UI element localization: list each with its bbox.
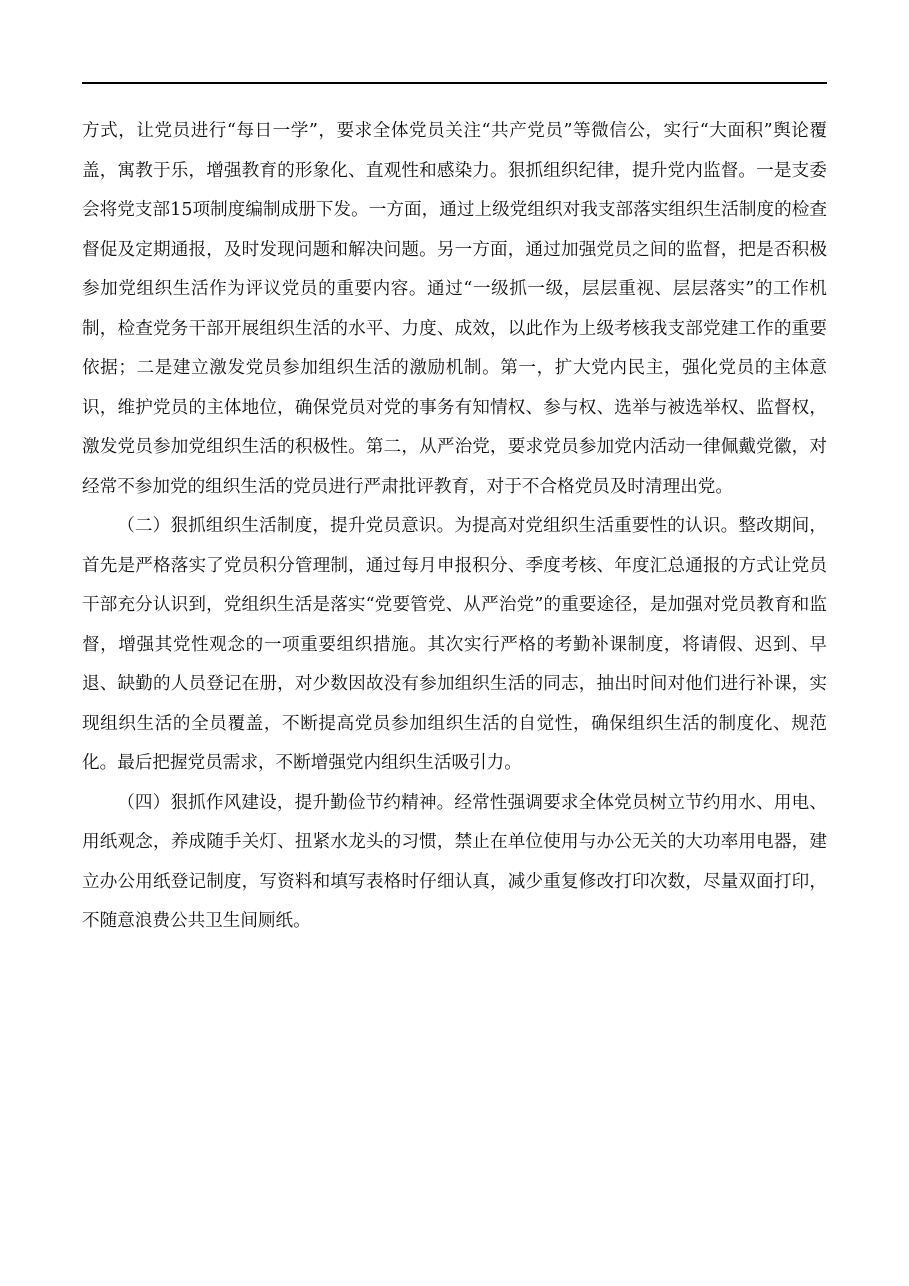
paragraph-section-two: （二）狠抓组织生活制度，提升党员意识。为提高对党组织生活重要性的认识。整改期间，首先是严格落实了党员积分管理制，通过每月申报积分、季度考核、年度汇总通报的方式让党员干部充分认识到，党组织生活是落实“党要管党、从严治党”的重要途径，是加强对党员教育和监督，增强其党性观念的一项重要组织措施。其次实行严格的考勤补课制度，将请假、迟到、早退、缺勤的人员登记在册，对少数因故没有参加组织生活的同志，抽出时间对他们进行补课，实现组织生活的全员覆盖，不断提高党员参加组织生活的自觉性，确保组织生活的制度化、规范化。最后把握党员需求，不断增强党内组织生活吸引力。 — [82, 516, 827, 773]
header-rule — [82, 82, 827, 84]
document-body — [82, 112, 827, 942]
paragraph-section-four: （四）狠抓作风建设，提升勤俭节约精神。经常性强调要求全体党员树立节约用水、用电、用纸观念，养成随手关灯、扭紧水龙头的习惯，禁止在单位使用与办公无关的大功率用电器，建立办公用纸登记制度，写资料和填写表格时仔细认真，减少重复修改打印次数，尽量双面打印，不随意浪费公共卫生间厕纸。 — [82, 792, 827, 931]
paragraph-continuation: 方式，让党员进行“每日一学”，要求全体党员关注“共产党员”等微信公，实行“大面积”舆论覆盖，寓教于乐，增强教育的形象化、直观性和感染力。狠抓组织纪律，提升党内监督。一是支委会将党支部15项制度编制成册下发。一方面，通过上级党组织对我支部落实组织生活制度的检查督促及定期通报，及时发现问题和解决问题。另一方面，通过加强党员之间的监督，把是否积极参加党组织生活作为评议党员的重要内容。通过“一级抓一级，层层重视、层层落实”的工作机制，检查党务干部开展组织生活的水平、力度、成效，以此作为上级考核我支部党建工作的重要依据；二是建立激发党员参加组织生活的激励机制。第一，扩大党内民主，强化党员的主体意识，维护党员的主体地位，确保党员对党的事务有知情权、参与权、选举与被选举权、监督权，激发党员参加党组织生活的积极性。第二，从严治党，要求党员参加党内活动一律佩戴党徽，对经常不参加党的组织生活的党员进行严肃批评教育，对于不合格党员及时清理出党。 — [82, 121, 827, 497]
